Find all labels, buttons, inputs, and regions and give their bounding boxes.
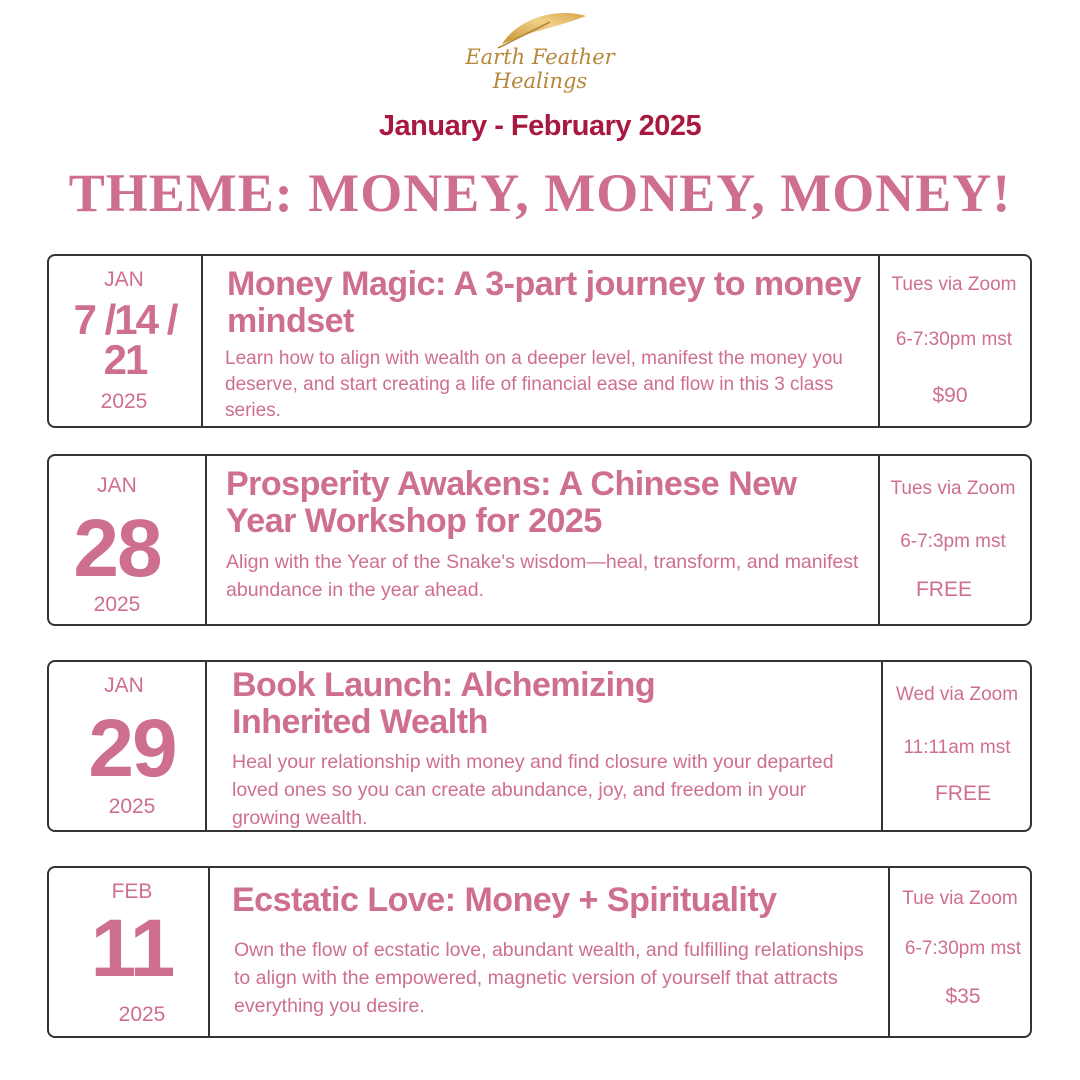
event-price: $90 [932, 384, 968, 407]
date-range-heading: January - February 2025 [378, 110, 702, 142]
theme-heading: THEME: MONEY, MONEY, MONEY! [68, 163, 1012, 223]
event-year: 2025 [118, 1003, 166, 1026]
brand-name-line2: Healings [492, 69, 588, 93]
event-location: Tues via Zoom [891, 274, 1017, 295]
event-month: JAN [104, 268, 144, 291]
feather-icon [490, 6, 590, 50]
event-description: Align with the Year of the Snake's wisdom—heal, transform, and manifest abundance in the year ahead. [226, 551, 859, 601]
event-title: Prosperity Awakens: A Chinese New Year Workshop for 2025 [226, 465, 797, 540]
event-day: 7 /14 / 21 [73, 296, 177, 383]
divider [208, 866, 210, 1038]
event-card-book-launch [47, 660, 1032, 832]
divider [205, 660, 207, 832]
event-month: FEB [111, 880, 153, 903]
event-price: $35 [945, 985, 981, 1008]
event-card-money-magic [47, 254, 1032, 428]
event-card-prosperity-awakens [47, 454, 1032, 626]
event-day: 29 [88, 703, 176, 794]
event-day: 11 [90, 903, 174, 994]
event-price: FREE [934, 782, 991, 805]
event-month: JAN [97, 474, 137, 497]
event-card-ecstatic-love [47, 866, 1032, 1038]
divider [205, 454, 207, 626]
event-price: FREE [915, 578, 972, 601]
event-title: Book Launch: Alchemizing Inherited Wealth [232, 666, 656, 741]
event-year: 2025 [93, 593, 141, 616]
event-time: 6-7:30pm mst [904, 938, 1022, 959]
event-time: 11:11am mst [903, 737, 1011, 758]
event-location: Wed via Zoom [895, 684, 1019, 705]
event-description: Heal your relationship with money and find closure with your departed loved ones so you can create abundance, joy, and freedom in your growing wealth. [232, 751, 834, 829]
event-time: 6-7:3pm mst [900, 531, 1006, 552]
event-day: 28 [73, 503, 161, 594]
event-title: Ecstatic Love: Money + Spirituality [232, 881, 777, 919]
event-time: 6-7:30pm mst [895, 329, 1013, 350]
event-month: JAN [104, 674, 144, 697]
brand-name-line1: Earth Feather [465, 45, 615, 69]
event-year: 2025 [100, 390, 148, 413]
event-title: Money Magic: A 3-part journey to money mindset [227, 265, 862, 340]
event-year: 2025 [108, 795, 156, 818]
event-description: Own the flow of ecstatic love, abundant wealth, and fulfilling relationships to align with the empowered, magnetic version of yourself that attracts everything you desire. [234, 939, 864, 1017]
brand-logo [440, 6, 640, 98]
divider [201, 254, 203, 428]
event-location: Tue via Zoom [902, 888, 1018, 909]
event-location: Tues via Zoom [890, 478, 1016, 499]
event-description: Learn how to align with wealth on a deeper level, manifest the money you deserve, and start creating a life of financial ease and flow in this 3 class series. [225, 348, 843, 421]
